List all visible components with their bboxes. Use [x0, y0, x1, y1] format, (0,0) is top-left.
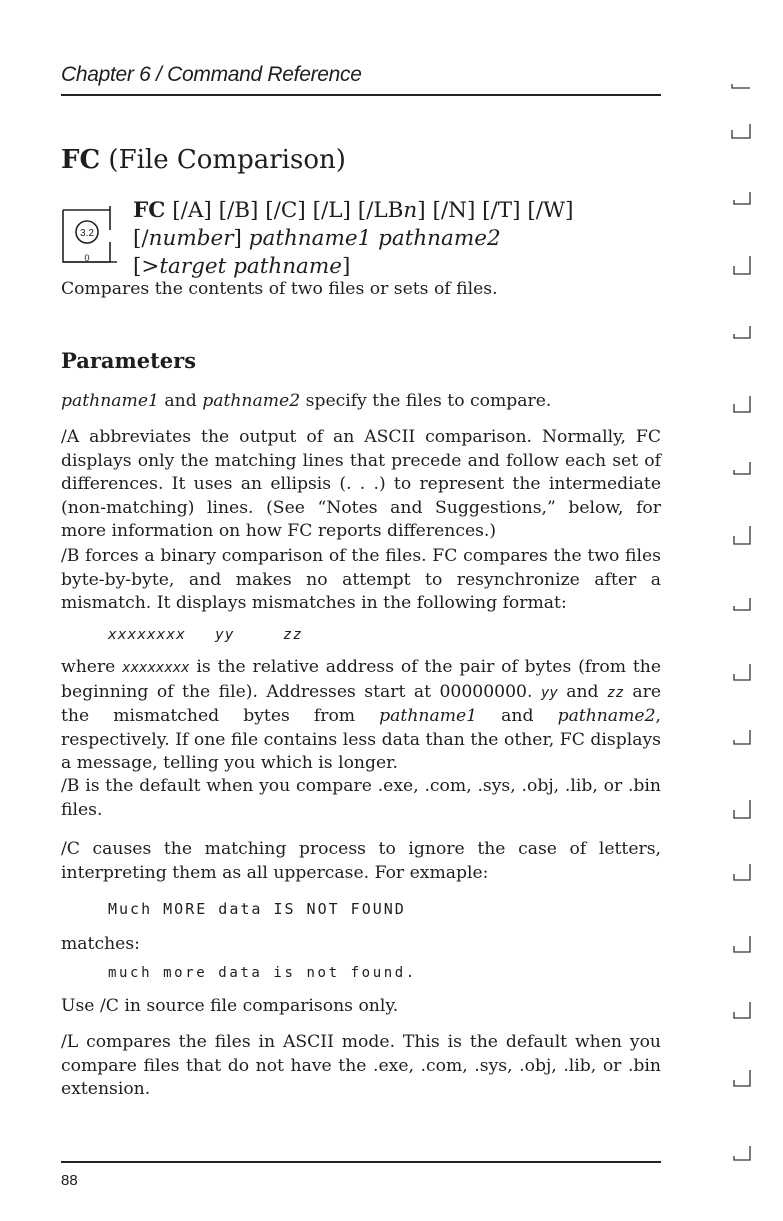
- where-address: xxxxxxxx: [122, 660, 190, 676]
- syntax-switches-2: ] [/N] [/T] [/W]: [417, 198, 574, 223]
- version-label: 3.2: [80, 228, 94, 239]
- where-t2: is the relative address of the pair of bytes (from the beginning of the file). Addresses start at 00000000.: [61, 657, 661, 702]
- syntax-n-var: n: [403, 198, 418, 223]
- where-t5: and: [477, 706, 558, 727]
- switch-c-paragraph: /C causes the matching process to ignore the case of letters, interpreting them as all uppercase. For exmaple:: [61, 839, 661, 883]
- switch-b-paragraph: /B forces a binary comparison of the files. FC compares the two files byte-by-byte, and makes no attempt to resynchronize after a mismatch. It displays mismatches in the following format:: [61, 546, 661, 614]
- syntax-number: number: [148, 226, 234, 251]
- header-rule: [61, 94, 661, 96]
- title-command: FC: [61, 145, 101, 175]
- where-t6: , respectively. If one file contains less data than the other, FC displays a message, telling you which is longer.: [61, 706, 661, 774]
- where-t1: where: [61, 657, 123, 677]
- running-head: Chapter 6 / Command Reference: [61, 63, 362, 86]
- where-t3: and: [557, 681, 608, 702]
- where-pathname1: pathname1: [379, 706, 478, 727]
- where-zz: zz: [607, 684, 624, 701]
- example-lowercase: much more data is not found.: [108, 965, 417, 981]
- summary-paragraph: Compares the contents of two files or sets of files.: [61, 279, 498, 299]
- param-pathname2: pathname2: [202, 391, 301, 411]
- param-rest: specify the files to compare.: [300, 391, 552, 411]
- syntax-target: target: [159, 254, 227, 279]
- section-title: [61, 145, 346, 175]
- version-sublabel: 0: [84, 253, 90, 263]
- format-zz: zz: [283, 627, 303, 643]
- format-address: xxxxxxxx: [108, 627, 186, 643]
- syntax-close-2: ]: [233, 226, 242, 251]
- syntax-line-3: [133, 253, 573, 281]
- pathnames-paragraph: [61, 390, 661, 414]
- format-yy: yy: [215, 627, 235, 643]
- syntax-line-2: [133, 225, 573, 253]
- syntax-target-path: pathname: [233, 254, 342, 279]
- syntax-close-3: ]: [341, 254, 351, 279]
- where-paragraph: [61, 656, 661, 776]
- switch-a-paragraph: /A abbreviates the output of an ASCII comparison. Normally, FC displays only the matching lines that precede and follow each set of differences. It uses an ellipsis (. . .) to represent the intermediate (non-matching) lines. (See “Notes and Suggestions,” below, for more information on how FC reports differences.): [61, 427, 661, 542]
- syntax-switches: [/A] [/B] [/C] [/L] [/LB: [172, 198, 404, 223]
- param-pathname1: pathname1: [61, 391, 159, 411]
- where-yy: yy: [540, 684, 558, 701]
- binary-default-paragraph: /B is the default when you compare .exe, .com, .sys, .obj, .lib, or .bin files.: [61, 776, 661, 820]
- example-uppercase: Much MORE data IS NOT FOUND: [108, 900, 406, 918]
- where-pathname2: pathname2: [557, 706, 656, 727]
- param-and: and: [158, 391, 203, 411]
- page-number: 88: [61, 1172, 78, 1189]
- matches-label: matches:: [61, 934, 140, 954]
- syntax-line-1: [133, 197, 573, 225]
- syntax-pathname1: pathname1: [248, 226, 372, 251]
- binding-margin-marks: [728, 80, 768, 1180]
- syntax-pathname2: pathname2: [378, 226, 501, 251]
- syntax-open-2: [/: [133, 226, 149, 251]
- switch-c-usage: Use /C in source file comparisons only.: [61, 996, 399, 1016]
- switch-l-paragraph: /L compares the files in ASCII mode. This is the default when you compare files that do not have the .exe, .com, .sys, .obj, .lib, or .bin extension.: [61, 1032, 661, 1100]
- syntax-command: FC: [133, 198, 166, 223]
- binary-format-line: [108, 627, 303, 643]
- where-t4: are the mismatched bytes from: [61, 681, 661, 727]
- command-syntax: [133, 197, 573, 281]
- dos-version-icon: [62, 202, 118, 264]
- footer-rule: [61, 1161, 661, 1163]
- parameters-heading: Parameters: [61, 348, 197, 373]
- syntax-open-3: [>: [133, 254, 160, 279]
- title-name: (File Comparison): [108, 145, 346, 175]
